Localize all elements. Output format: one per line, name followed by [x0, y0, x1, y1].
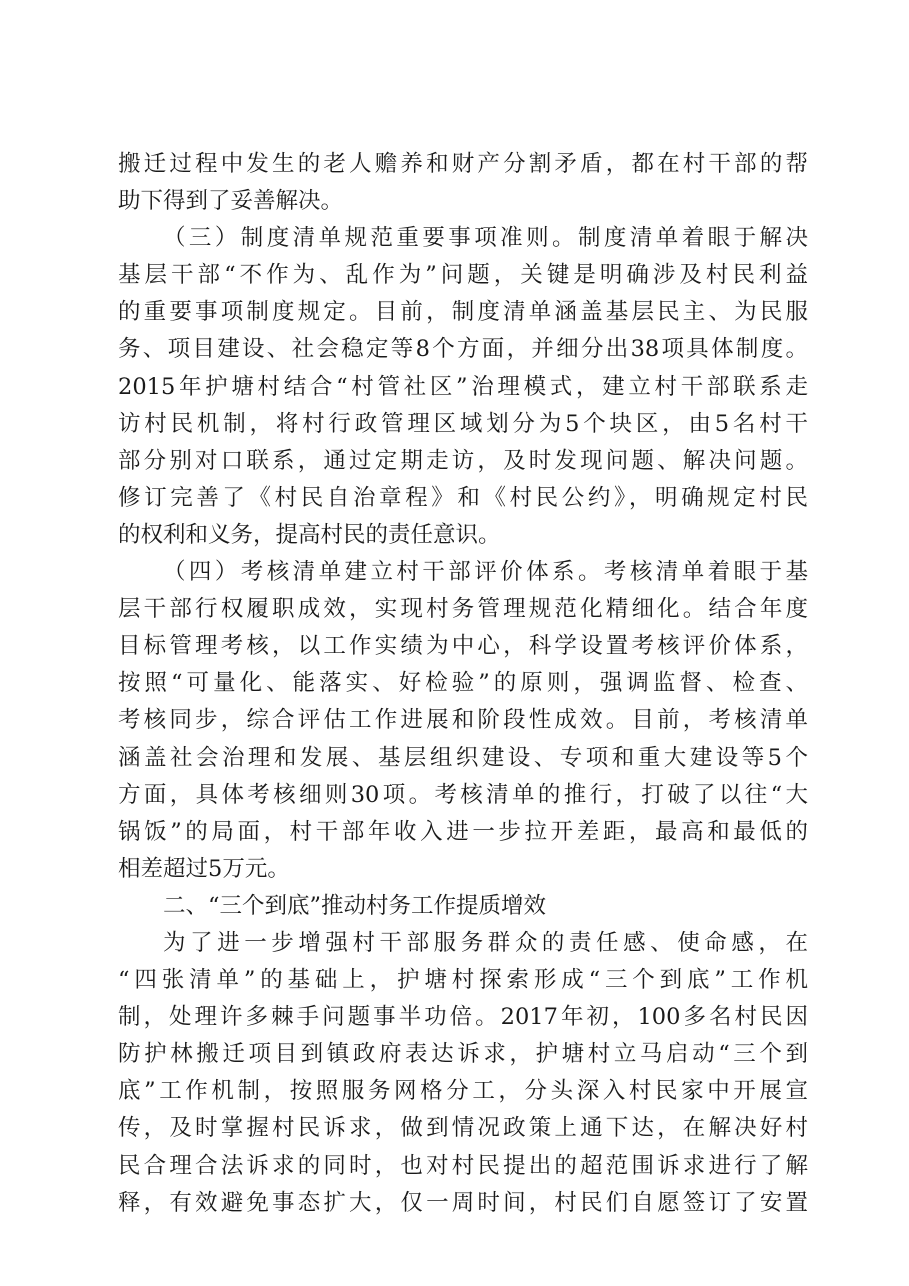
- text-line: 方面，具体考核细则30项。考核清单的推行，打破了以往“大: [118, 781, 808, 808]
- text-line: 层干部行权履职成效，实现村务管理规范化精细化。结合年度: [118, 596, 808, 623]
- text-line: 访村民机制，将村行政管理区域划分为5个块区，由5名村干: [118, 410, 808, 437]
- text-line: 制，处理许多棘手问题事半功倍。2017年初，100多名村民因: [118, 1004, 808, 1031]
- text-line: 涵盖社会治理和发展、基层组织建设、专项和重大建设等5个: [118, 744, 808, 771]
- text-line: （三）制度清单规范重要事项准则。制度清单着眼于解决: [163, 225, 808, 252]
- text-line: （四）考核清单建立村干部评价体系。考核清单着眼于基: [163, 559, 808, 586]
- text-line: 底”工作机制，按照服务网格分工，分头深入村民家中开展宣: [118, 1078, 808, 1105]
- text-line: 传，及时掌握村民诉求，做到情况政策上通下达，在解决好村: [118, 1115, 808, 1142]
- text-line: 目标管理考核，以工作实绩为中心，科学设置考核评价体系，: [118, 633, 808, 660]
- text-line: “四张清单”的基础上，护塘村探索形成“三个到底”工作机: [118, 967, 808, 994]
- text-line: 按照“可量化、能落实、好检验”的原则，强调监督、检查、: [118, 670, 808, 697]
- text-line: 防护林搬迁项目到镇政府表达诉求，护塘村立马启动“三个到: [118, 1041, 808, 1068]
- text-line: 的权利和义务，提高村民的责任意识。: [118, 521, 501, 548]
- text-line: 修订完善了《村民自治章程》和《村民公约》，明确规定村民: [118, 484, 808, 511]
- text-line: 二、“三个到底”推动村务工作提质增效: [163, 892, 547, 919]
- text-line: 为了进一步增强村干部服务群众的责任感、使命感，在: [163, 929, 808, 956]
- document-body: [118, 146, 808, 1222]
- text-line: 基层干部“不作为、乱作为”问题，关键是明确涉及村民利益: [118, 262, 808, 289]
- text-line: 民合理合法诉求的同时，也对村民提出的超范围诉求进行了解: [118, 1152, 808, 1179]
- text-line: 考核同步，综合评估工作进展和阶段性成效。目前，考核清单: [118, 707, 808, 734]
- text-line: 的重要事项制度规定。目前，制度清单涵盖基层民主、为民服: [118, 299, 808, 326]
- text-line: 相差超过5万元。: [118, 855, 290, 882]
- text-line: 务、项目建设、社会稳定等8个方面，并细分出38项具体制度。: [118, 336, 808, 363]
- text-line: 释，有效避免事态扩大，仅一周时间，村民们自愿签订了安置: [118, 1189, 808, 1216]
- text-line: 搬迁过程中发生的老人赡养和财产分割矛盾，都在村干部的帮: [118, 151, 808, 177]
- text-line: 2015年护塘村结合“村管社区”治理模式，建立村干部联系走: [118, 373, 808, 400]
- text-line: 助下得到了妥善解决。: [118, 188, 344, 215]
- text-line: 部分别对口联系，通过定期走访，及时发现问题、解决问题。: [118, 447, 808, 474]
- text-line: 锅饭”的局面，村干部年收入进一步拉开差距，最高和最低的: [118, 818, 808, 845]
